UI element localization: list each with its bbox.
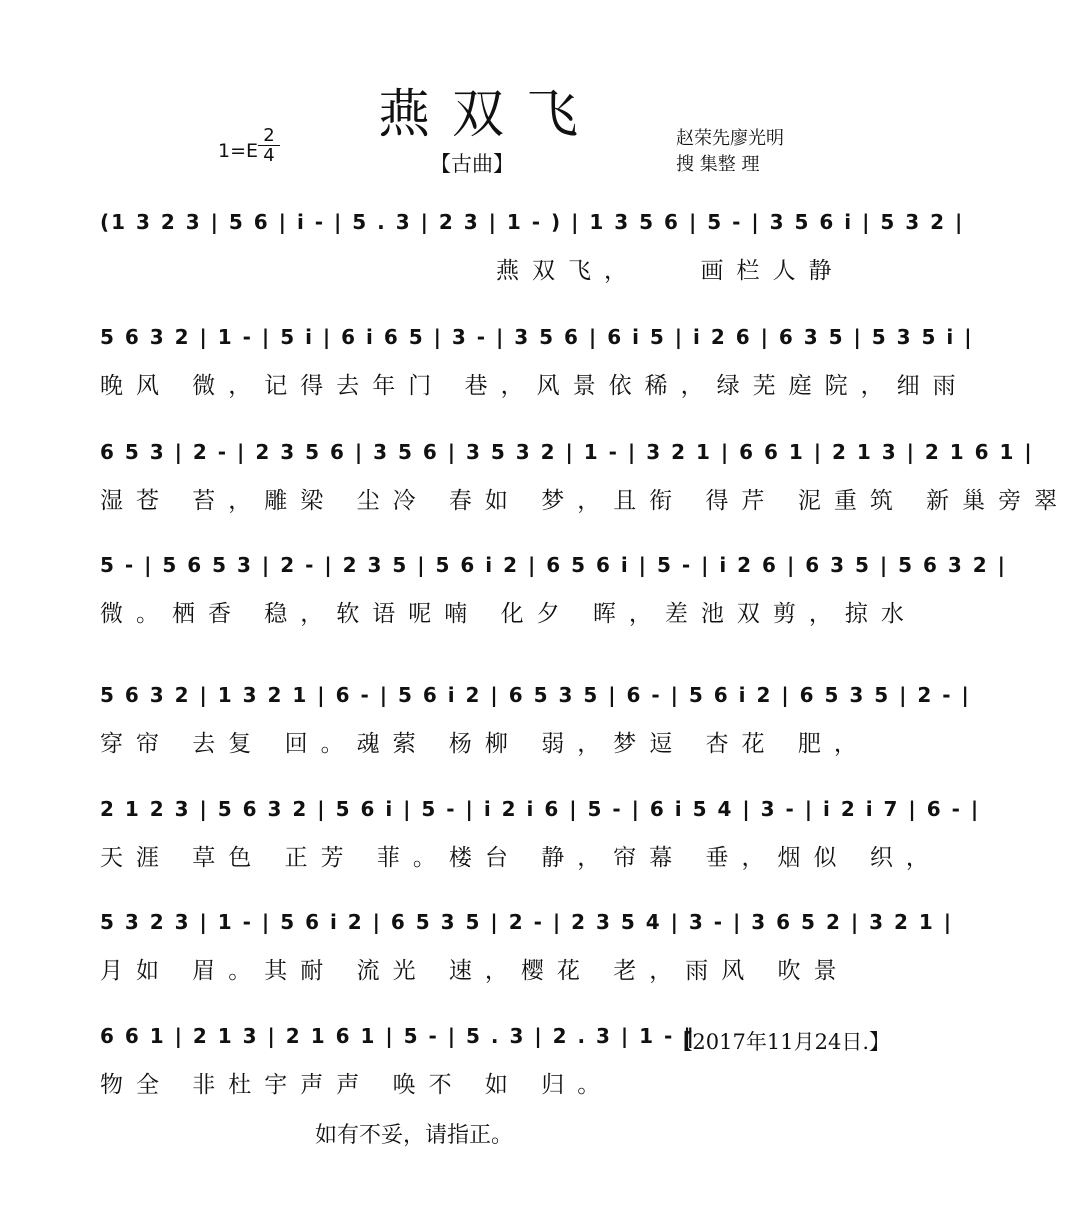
credits-line: 搜 集整 理 xyxy=(676,154,760,175)
notation-line: 5 6 3 2 | 1 3 2 1 | 6 - | 5 6 i 2 | 6 5 3 5 | 6 - | 5 6 i 2 | 6 5 3 5 | 2 - | xyxy=(100,683,971,707)
credits xyxy=(676,126,784,178)
song-title: 燕双飞 xyxy=(377,85,600,145)
time-signature-top: 2 xyxy=(258,126,280,146)
notation-line: 6 5 3 | 2 - | 2 3 5 6 | 3 5 6 | 3 5 3 2 | 1 - | 3 2 1 | 6 6 1 | 2 1 3 | 2 1 6 1 | xyxy=(100,440,1034,464)
key-signature: 1=E xyxy=(218,140,259,162)
genre-label: 【古曲】 xyxy=(430,152,514,176)
notation-line: (1 3 2 3 | 5 6 | i - | 5 . 3 | 2 3 | 1 - ) | 1 3 5 6 | 5 - | 3 5 6 i | 5 3 2 | xyxy=(100,210,965,234)
lyrics-line: 晚风 微，记得去年门 巷，风景依稀，绿芜庭院，细雨 xyxy=(100,373,969,399)
lyrics-line: 微。栖香 稳，软语呢喃 化夕 晖，差池双剪，掠水 xyxy=(100,601,917,627)
credits-line: 赵荣先廖光明 xyxy=(676,128,784,149)
time-signature-bottom: 4 xyxy=(263,145,275,166)
footer-note: 如有不妥，请指正。 xyxy=(315,1123,514,1148)
lyrics-line: 物全 非杜宇声声 唤不 如 归。 xyxy=(100,1072,614,1098)
notation-line: 5 3 2 3 | 1 - | 5 6 i 2 | 6 5 3 5 | 2 - | 2 3 5 4 | 3 - | 3 6 5 2 | 3 2 1 | xyxy=(100,910,954,934)
lyrics-line: 穿帘 去复 回。魂萦 杨柳 弱，梦逗 杏花 肥， xyxy=(100,731,870,757)
notation-line: 5 6 3 2 | 1 - | 5 i | 6 i 6 5 | 3 - | 3 5 6 | 6 i 5 | i 2 6 | 6 3 5 | 5 3 5 i | xyxy=(100,325,974,349)
notation-line: 2 1 2 3 | 5 6 3 2 | 5 6 i | 5 - | i 2 i 6 | 5 - | 6 i 5 4 | 3 - | i 2 i 7 | 6 - | xyxy=(100,797,981,821)
time-signature xyxy=(258,126,280,165)
date-note: 【2017年11月24日.】 xyxy=(671,1030,890,1054)
lyrics-line: 月如 眉。其耐 流光 速，樱花 老，雨风 吹景 xyxy=(100,958,850,984)
lyrics-line: 湿苍 苔，雕梁 尘冷 春如 梦，且衔 得芹 泥重筑 新巢旁翠 xyxy=(100,488,1070,514)
lyrics-line: 燕双飞， 画栏人静 xyxy=(100,258,845,284)
lyrics-line: 天涯 草色 正芳 菲。楼台 静，帘幕 垂，烟似 织， xyxy=(100,845,942,871)
notation-line: 6 6 1 | 2 1 3 | 2 1 6 1 | 5 - | 5 . 3 | 2 . 3 | 1 - ‖ xyxy=(100,1024,696,1048)
notation-line: 5 - | 5 6 5 3 | 2 - | 2 3 5 | 5 6 i 2 | 6 5 6 i | 5 - | i 2 6 | 6 3 5 | 5 6 3 2 | xyxy=(100,553,1007,577)
